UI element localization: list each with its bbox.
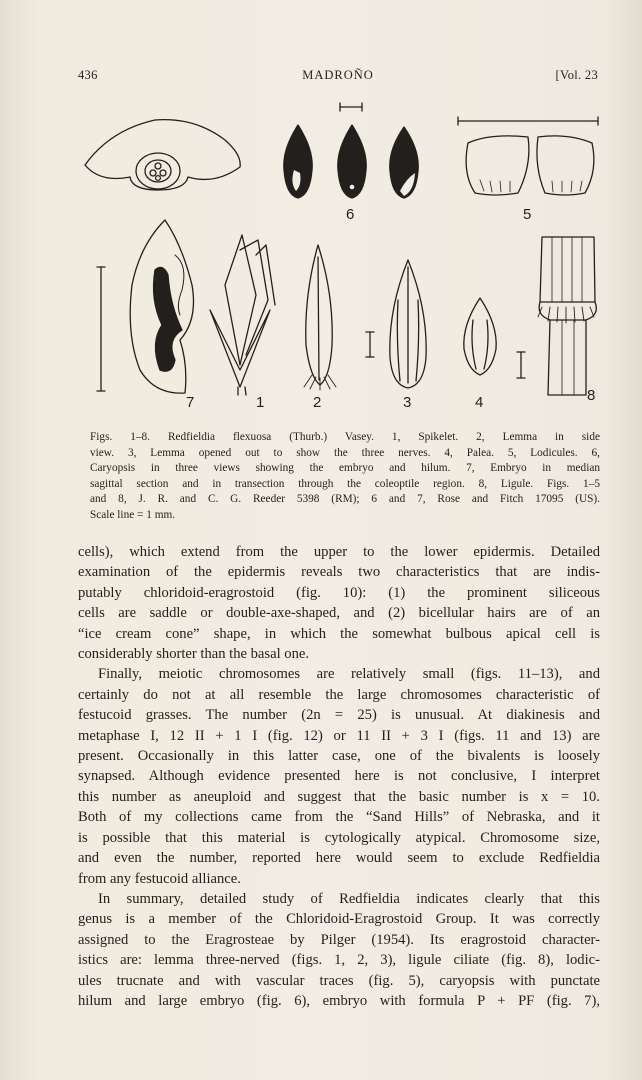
paragraph-epidermis bbox=[78, 542, 600, 664]
paragraph-chromosomes bbox=[78, 664, 600, 888]
ligule-drawing bbox=[538, 237, 596, 395]
body-line: synapsed. Although evidence presented here is not conclusive, I interpret bbox=[78, 768, 600, 785]
caryopsis-views-drawing bbox=[284, 125, 418, 198]
caption-line: view. 3, Lemma opened out to show the three nerves. 4, Palea. 5, Lodicules. 6, bbox=[90, 446, 600, 459]
figure-label-6: 6 bbox=[346, 206, 355, 223]
lodicules-drawing bbox=[466, 136, 594, 195]
caption-line: sagittal section and in transection through the coleoptile region. 8, Ligule. Figs. 1–5 bbox=[90, 477, 600, 490]
body-line: Finally, meiotic chromosomes are relatively small (figs. 11–13), and bbox=[98, 666, 600, 683]
body-line: Both of my collections came from the “Sand Hills” of Nebraska, and it bbox=[78, 809, 600, 826]
body-line: certainly do not at all resemble the large chromosomes characteristic of bbox=[78, 686, 600, 703]
body-line: “ice cream cone” shape, in which the somewhat bulbous apical cell is bbox=[78, 625, 600, 642]
lemma-side-view-drawing bbox=[304, 245, 336, 390]
body-line: In summary, detailed study of Redfieldia indicates clearly that this bbox=[98, 890, 600, 907]
scale-bar-5 bbox=[458, 117, 598, 125]
caption-line: and 8, J. R. and C. G. Reeder 5398 (RM); 6 and 7, Rose and Fitch 17095 (US). bbox=[90, 493, 600, 506]
scale-bar-6 bbox=[340, 103, 362, 111]
body-line: assigned to the Eragrosteae by Pilger (1954). Its eragrostoid character- bbox=[78, 931, 600, 948]
paragraph-summary bbox=[78, 889, 600, 1011]
body-line: istics are: lemma three-nerved (figs. 1, 2, 3), ligule ciliate (fig. 8), lodic- bbox=[78, 952, 600, 969]
body-line: genus is a member of the Chloridoid-Eragrostoid Group. It was correctly bbox=[78, 911, 600, 928]
caption-line: Scale line = 1 mm. bbox=[90, 508, 176, 521]
scale-bar-7 bbox=[97, 267, 105, 391]
body-line: cells are saddle or double-axe-shaped, and (2) bicellular hairs are of an bbox=[78, 605, 600, 622]
body-line: is possible that this material is cytologically atypical. Chromosome size, bbox=[78, 829, 600, 846]
palea-drawing bbox=[464, 298, 496, 375]
body-line: considerably shorter than the basal one. bbox=[78, 646, 309, 663]
body-line: examination of the epidermis reveals two characteristics that are indis- bbox=[78, 564, 600, 581]
figure-label-1: 1 bbox=[256, 394, 265, 411]
botanical-figure-plate bbox=[70, 95, 610, 420]
body-line: cells), which extend from the upper to the lower epidermis. Detailed bbox=[78, 544, 600, 560]
body-line: metaphase I, 12 II + 1 I (fig. 12) or 11 II + 3 I (figs. 11 and 13) are bbox=[78, 727, 600, 744]
figure-caption bbox=[78, 430, 600, 524]
scale-bar-2 bbox=[366, 332, 374, 357]
journal-title: MADROÑO bbox=[302, 68, 374, 82]
volume-label: [Vol. 23 bbox=[555, 68, 598, 82]
running-header bbox=[78, 68, 598, 88]
body-line: this number as aneuploid and suggest that the basic number is x = 10. bbox=[78, 788, 600, 805]
body-line: putably chloridoid-eragrostoid (fig. 10): (1) the prominent siliceous bbox=[78, 584, 600, 601]
caption-line: Caryopsis in three views showing the embryo and hilum. 7, Embryo in median bbox=[90, 462, 600, 475]
body-line: from any festucoid alliance. bbox=[78, 870, 241, 887]
embryo-transection-drawing bbox=[85, 120, 240, 190]
figure-label-5: 5 bbox=[523, 206, 532, 223]
article-body-text bbox=[78, 542, 600, 1011]
figure-label-3: 3 bbox=[403, 394, 412, 411]
body-line: present. Occasionally in this latter case, one of the bivalents is loosely bbox=[78, 748, 600, 765]
spikelet-drawing bbox=[210, 235, 275, 395]
body-line: and even the number, reported here would seem to exclude Redfieldia bbox=[78, 850, 600, 867]
body-line: hilum and large embryo (fig. 6), embryo with formula P + PF (fig. 7), bbox=[78, 992, 600, 1009]
body-line: ules trucnate and with vascular traces (fig. 5), caryopsis with punctate bbox=[78, 972, 600, 989]
body-line: festucoid grasses. The number (2n = 25) is unusual. At diakinesis and bbox=[78, 707, 600, 724]
lemma-opened-drawing bbox=[390, 260, 426, 388]
figure-label-7: 7 bbox=[186, 394, 195, 411]
caption-line: Figs. 1–8. Redfieldia flexuosa (Thurb.) Vasey. 1, Spikelet. 2, Lemma in side bbox=[90, 431, 600, 443]
figure-label-8: 8 bbox=[587, 387, 596, 404]
page-number: 436 bbox=[78, 68, 98, 82]
embryo-sagittal-drawing bbox=[130, 220, 193, 393]
scale-bar-8 bbox=[517, 352, 525, 378]
figure-label-2: 2 bbox=[313, 394, 322, 411]
figure-label-4: 4 bbox=[475, 394, 484, 411]
